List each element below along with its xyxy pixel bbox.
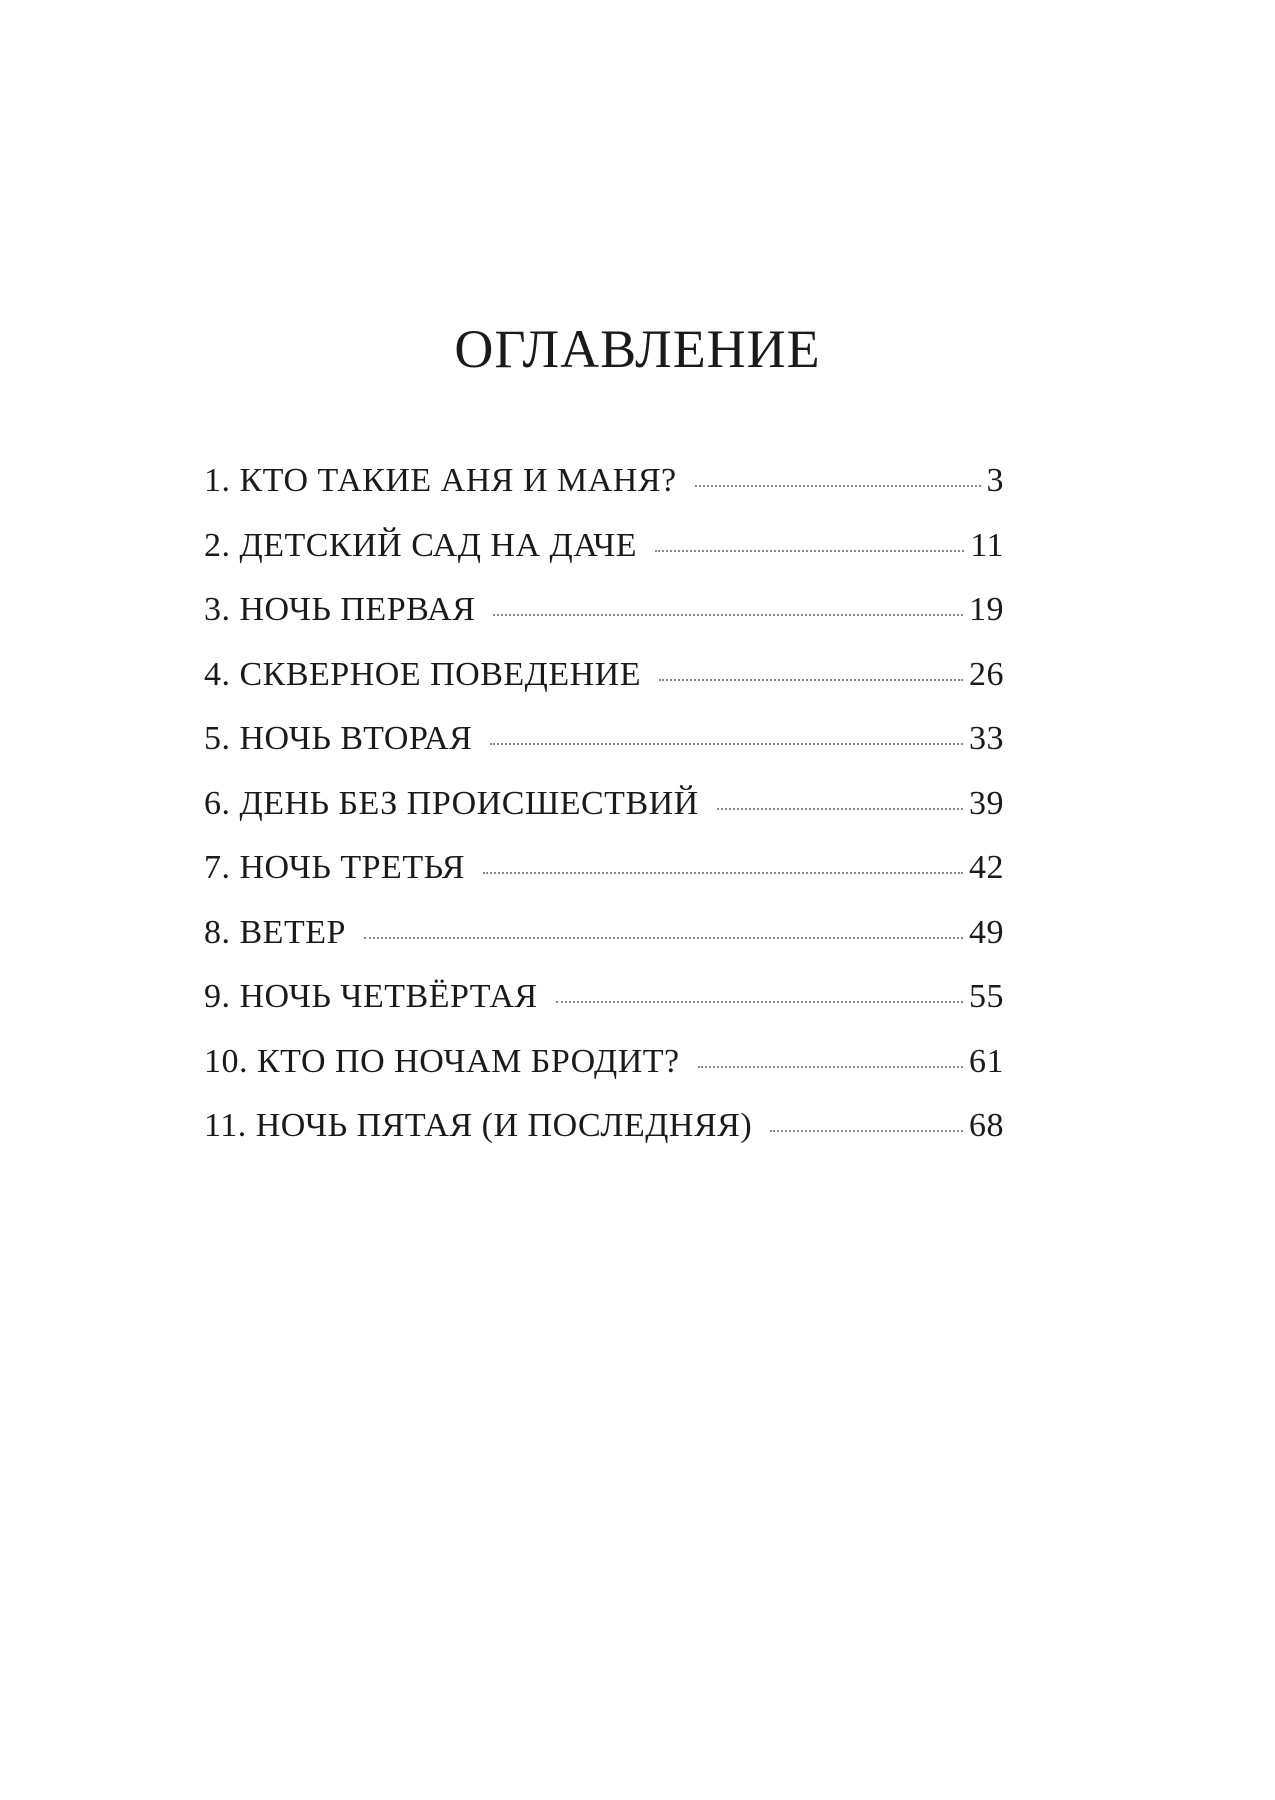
toc-entry-title: 1. КТО ТАКИЕ АНЯ И МАНЯ? bbox=[204, 462, 677, 499]
toc-entry bbox=[204, 784, 1004, 852]
toc-entry bbox=[204, 655, 1004, 723]
dot-leader bbox=[483, 872, 963, 874]
dot-leader bbox=[655, 550, 964, 552]
dot-leader bbox=[364, 937, 963, 939]
dot-leader bbox=[717, 808, 963, 810]
dot-leader bbox=[770, 1130, 963, 1132]
toc-entry-title: 4. СКВЕРНОЕ ПОВЕДЕНИЕ bbox=[204, 655, 641, 693]
toc-entry bbox=[204, 593, 1004, 658]
toc-entry-title: 9. НОЧЬ ЧЕТВЁРТАЯ bbox=[204, 978, 538, 1015]
toc-entry bbox=[204, 1109, 1004, 1174]
page-title: ОГЛАВЛЕНИЕ bbox=[454, 319, 821, 379]
toc-entry bbox=[204, 1042, 1004, 1110]
toc-entry-page: 55 bbox=[969, 978, 1004, 1015]
toc-entry bbox=[204, 980, 1004, 1045]
toc-entry-page: 49 bbox=[969, 913, 1004, 951]
toc-entry bbox=[204, 722, 1004, 787]
toc-entry-title: 7. НОЧЬ ТРЕТЬЯ bbox=[204, 849, 465, 886]
dot-leader bbox=[490, 743, 963, 745]
dot-leader bbox=[695, 485, 981, 487]
toc-entry-title: 6. ДЕНЬ БЕЗ ПРОИСШЕСТВИЙ bbox=[204, 784, 699, 822]
toc-entry-page: 33 bbox=[969, 720, 1004, 757]
toc-entry-title: 10. КТО ПО НОЧАМ БРОДИТ? bbox=[204, 1042, 680, 1080]
toc-entry bbox=[204, 526, 1004, 594]
dot-leader bbox=[659, 679, 963, 681]
toc-entry-title: 11. НОЧЬ ПЯТАЯ (И ПОСЛЕДНЯЯ) bbox=[204, 1107, 753, 1144]
toc-entry-title: 5. НОЧЬ ВТОРАЯ bbox=[204, 720, 473, 757]
dot-leader bbox=[698, 1066, 963, 1068]
dot-leader bbox=[493, 614, 963, 616]
toc-entry-page: 68 bbox=[969, 1107, 1004, 1144]
table-of-contents bbox=[204, 464, 1004, 1174]
toc-entry bbox=[204, 464, 1004, 529]
toc-entry-page: 61 bbox=[969, 1042, 1004, 1080]
toc-entry-page: 26 bbox=[969, 655, 1004, 693]
toc-entry bbox=[204, 851, 1004, 916]
toc-entry bbox=[204, 913, 1004, 981]
toc-entry-page: 42 bbox=[969, 849, 1004, 886]
toc-entry-page: 3 bbox=[986, 462, 1004, 499]
toc-entry-title: 2. ДЕТСКИЙ САД НА ДАЧЕ bbox=[204, 526, 637, 564]
toc-entry-page: 39 bbox=[969, 784, 1004, 822]
dot-leader bbox=[556, 1001, 963, 1003]
toc-entry-page: 19 bbox=[969, 591, 1004, 628]
toc-entry-title: 3. НОЧЬ ПЕРВАЯ bbox=[204, 591, 476, 628]
toc-entry-page: 11 bbox=[970, 526, 1004, 564]
toc-entry-title: 8. ВЕТЕР bbox=[204, 913, 346, 951]
